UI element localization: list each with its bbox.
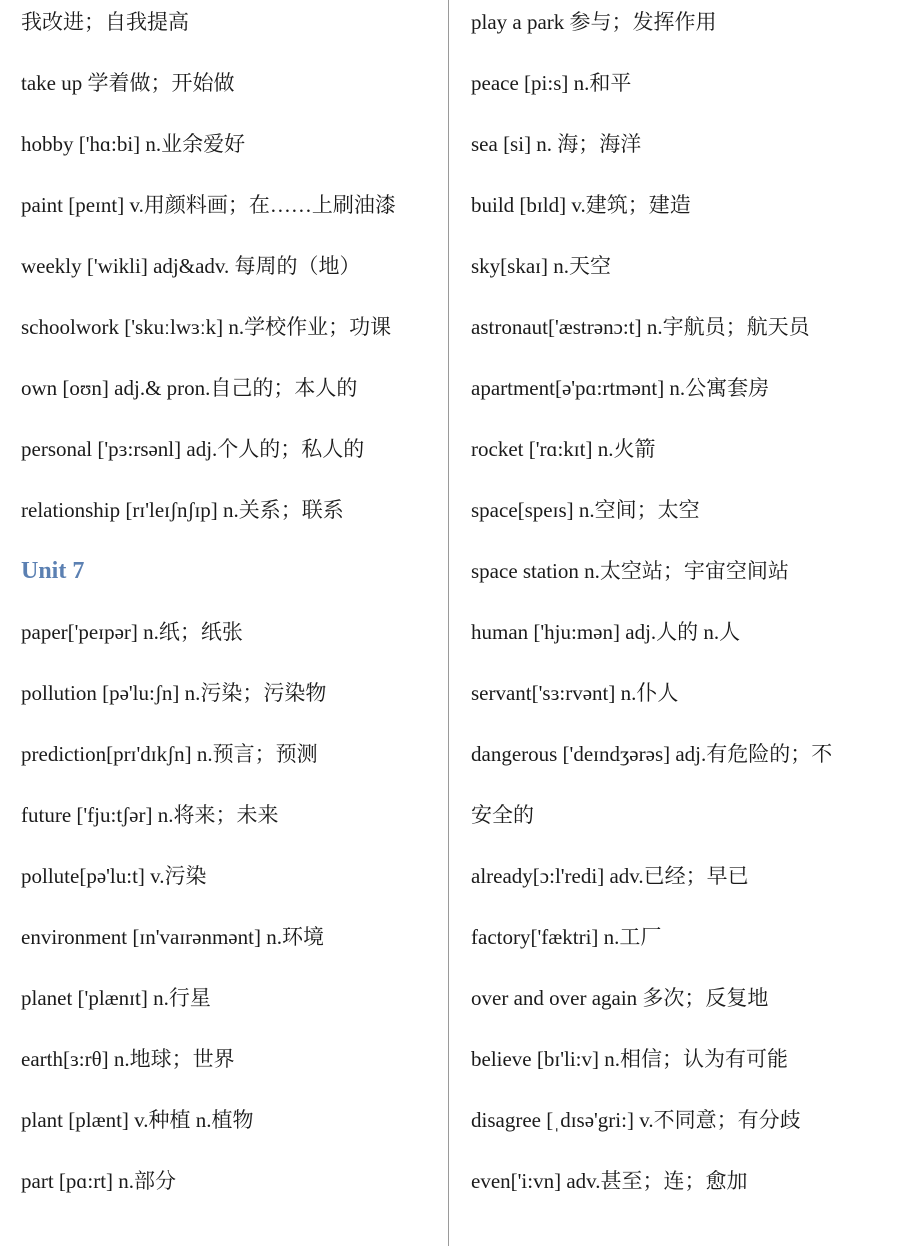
vocab-entry: play a park 参与；发挥作用 bbox=[471, 10, 717, 34]
vocab-entry: environment [ɪn'vaɪrənmənt] n.环境 bbox=[21, 925, 324, 949]
vocab-entry: future ['fju:tʃər] n.将来；未来 bbox=[21, 803, 279, 827]
vocab-entry: pollution [pə'lu:ʃn] n.污染；污染物 bbox=[21, 681, 327, 705]
vocab-entry: plant [plænt] v.种植 n.植物 bbox=[21, 1108, 254, 1132]
vocab-entry: space[speɪs] n.空间；太空 bbox=[471, 498, 700, 522]
vocab-entry: planet ['plænɪt] n.行星 bbox=[21, 986, 211, 1010]
vocab-entry: part [pɑ:rt] n.部分 bbox=[21, 1169, 177, 1193]
vocab-entry: space station n.太空站；宇宙空间站 bbox=[471, 559, 789, 583]
vocab-entry: even['i:vn] adv.甚至；连；愈加 bbox=[471, 1169, 748, 1193]
vocab-entry: disagree [ˌdɪsə'gri:] v.不同意；有分歧 bbox=[471, 1108, 801, 1132]
vocab-entry: pollute[pə'lu:t] v.污染 bbox=[21, 864, 207, 888]
vocab-entry: believe [bɪ'li:v] n.相信；认为有可能 bbox=[471, 1047, 788, 1071]
unit-heading: Unit 7 bbox=[21, 558, 85, 584]
vocab-entry: prediction[prɪ'dɪkʃn] n.预言；预测 bbox=[21, 742, 318, 766]
vocab-entry: take up 学着做；开始做 bbox=[21, 71, 235, 95]
column-divider bbox=[448, 0, 449, 1246]
vocab-entry: paint [peɪnt] v.用颜料画；在……上刷油漆 bbox=[21, 193, 396, 217]
vocab-entry: apartment[ə'pɑ:rtmənt] n.公寓套房 bbox=[471, 376, 770, 400]
vocab-entry: relationship [rɪ'leɪʃnʃɪp] n.关系；联系 bbox=[21, 498, 344, 522]
vocab-entry: sea [si] n. 海；海洋 bbox=[471, 132, 642, 156]
vocab-entry: build [bɪld] v.建筑；建造 bbox=[471, 193, 691, 217]
vocab-entry: 我改进；自我提高 bbox=[21, 10, 189, 34]
vocab-entry: factory['fæktri] n.工厂 bbox=[471, 925, 662, 949]
vocab-entry-continuation: 安全的 bbox=[471, 803, 534, 827]
vocab-entry: peace [pi:s] n.和平 bbox=[471, 71, 632, 95]
vocab-entry: schoolwork ['skuːlwɜːk] n.学校作业；功课 bbox=[21, 315, 392, 339]
vocab-entry: human ['hju:mən] adj.人的 n.人 bbox=[471, 620, 741, 644]
vocab-entry: servant['sɜ:rvənt] n.仆人 bbox=[471, 681, 679, 705]
vocab-entry: weekly ['wikli] adj&adv. 每周的（地） bbox=[21, 254, 361, 278]
vocab-entry: over and over again 多次；反复地 bbox=[471, 986, 769, 1010]
vocab-entry: earth[ɜ:rθ] n.地球；世界 bbox=[21, 1047, 235, 1071]
vocab-entry: rocket ['rɑ:kɪt] n.火箭 bbox=[471, 437, 656, 461]
vocab-entry: sky[skaɪ] n.天空 bbox=[471, 254, 611, 278]
vocab-entry: already[ɔ:l'redi] adv.已经；早已 bbox=[471, 864, 749, 888]
vocab-entry: paper['peɪpər] n.纸；纸张 bbox=[21, 620, 243, 644]
vocab-entry: personal ['pɜ:rsənl] adj.个人的；私人的 bbox=[21, 437, 365, 461]
vocab-entry: hobby ['hɑ:bi] n.业余爱好 bbox=[21, 132, 246, 156]
vocab-entry: astronaut['æstrənɔ:t] n.宇航员；航天员 bbox=[471, 315, 810, 339]
vocab-entry: dangerous ['deɪndʒərəs] adj.有危险的；不 bbox=[471, 742, 833, 766]
vocab-entry: own [oʊn] adj.& pron.自己的；本人的 bbox=[21, 376, 358, 400]
